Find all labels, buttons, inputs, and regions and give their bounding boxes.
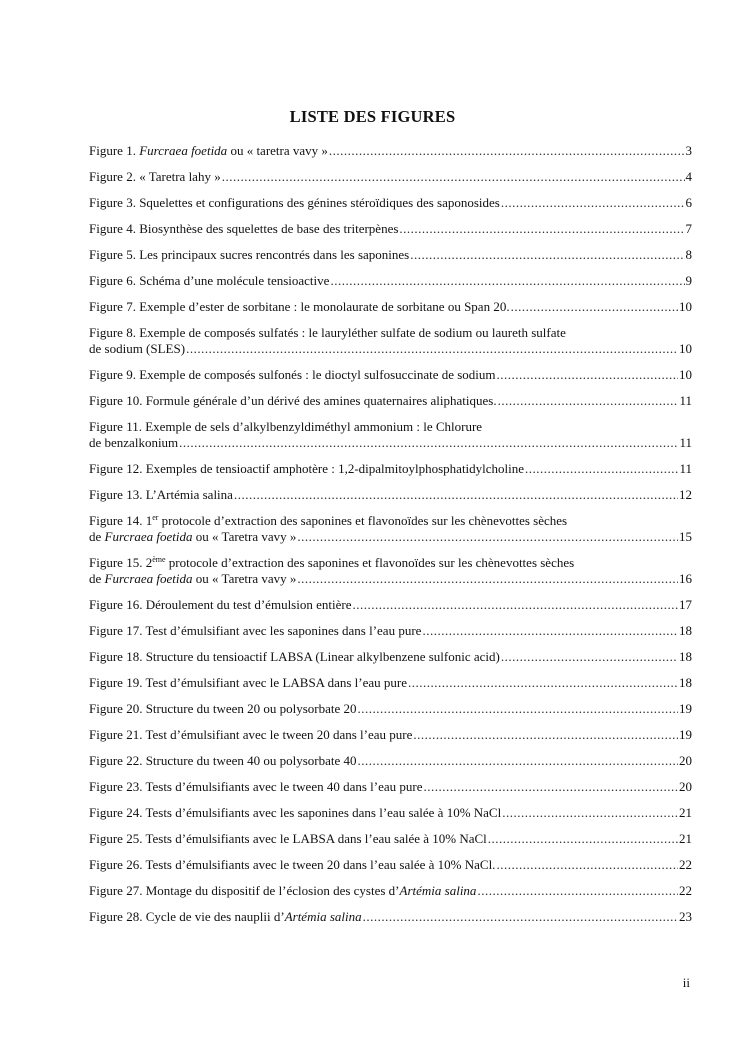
entry-caption xyxy=(89,529,296,545)
figure-entry[interactable] xyxy=(89,779,692,795)
entry-caption xyxy=(89,779,423,795)
entry-caption xyxy=(89,649,500,665)
entry-page-number: 23 xyxy=(679,909,692,924)
figure-entry[interactable] xyxy=(89,513,692,545)
figure-entry[interactable] xyxy=(89,701,692,717)
dot-leader xyxy=(352,597,678,613)
entry-line xyxy=(89,419,692,435)
entry-text: Figure 3. Squelettes et configurations des génines stéroïdiques des saponosides xyxy=(89,195,500,210)
entry-line xyxy=(89,273,692,289)
entry-text: protocole d’extraction des saponines et flavonoïdes sur les chènevottes sèches xyxy=(165,555,575,570)
entry-line xyxy=(89,701,692,717)
figure-entry[interactable] xyxy=(89,195,692,211)
figure-entry[interactable] xyxy=(89,727,692,743)
figure-entry[interactable] xyxy=(89,143,692,159)
entry-line xyxy=(89,247,692,263)
superscript-text: ème xyxy=(152,555,166,564)
figure-entry[interactable] xyxy=(89,883,692,899)
entry-line xyxy=(89,779,692,795)
entry-page-number: 10 xyxy=(679,367,692,382)
entry-text: Figure 1. xyxy=(89,143,140,158)
dot-leader xyxy=(501,649,678,665)
entry-line xyxy=(89,831,692,847)
entry-line xyxy=(89,753,692,769)
entry-text: ou « Taretra vavy » xyxy=(192,529,297,544)
italic-text: Artémia salina xyxy=(284,909,362,924)
entry-page-number: 19 xyxy=(679,701,692,716)
dot-leader xyxy=(413,727,678,743)
entry-text: Figure 5. Les principaux sucres rencontrés dans les saponines xyxy=(89,247,410,262)
entry-page-number: 18 xyxy=(679,675,692,690)
entry-line xyxy=(89,805,692,821)
entry-text: Figure 21. Test d’émulsifiant avec le tween 20 dans l’eau pure xyxy=(89,727,413,742)
dot-leader xyxy=(511,299,678,315)
dot-leader xyxy=(408,675,678,691)
dot-leader xyxy=(497,367,678,383)
dot-leader xyxy=(477,883,678,899)
entry-text: Figure 9. Exemple de composés sulfonés : le dioctyl sulfosuccinate de sodium xyxy=(89,367,496,382)
entry-text: protocole d’extraction des saponines et flavonoïdes sur les chènevottes sèches xyxy=(158,513,568,528)
entry-line xyxy=(89,195,692,211)
entry-text: Figure 27. Montage du dispositif de l’éclosion des cystes d’ xyxy=(89,883,400,898)
entry-caption xyxy=(89,169,221,185)
italic-text: Furcraea foetida xyxy=(104,571,193,586)
entry-text: de xyxy=(89,571,105,586)
entry-line xyxy=(89,571,692,587)
entry-text: Figure 16. Déroulement du test d’émulsion entière xyxy=(89,597,352,612)
dot-leader xyxy=(399,221,684,237)
entry-line xyxy=(89,909,692,925)
entry-line xyxy=(89,513,692,529)
entry-text: Figure 10. Formule générale d’un dérivé des amines quaternaires aliphatiques. xyxy=(89,393,497,408)
entry-caption xyxy=(89,487,233,503)
dot-leader xyxy=(488,831,678,847)
entry-caption xyxy=(89,597,351,613)
entry-page-number: 20 xyxy=(679,779,692,794)
entry-page-number: 3 xyxy=(685,143,692,158)
entry-line xyxy=(89,169,692,185)
figure-entry[interactable] xyxy=(89,487,692,503)
dot-leader xyxy=(358,753,678,769)
figure-entry[interactable] xyxy=(89,675,692,691)
entry-text: Figure 4. Biosynthèse des squelettes de base des triterpènes xyxy=(89,221,399,236)
entry-text: Figure 24. Tests d’émulsifiants avec les saponines dans l’eau salée à 10% NaCl xyxy=(89,805,502,820)
entry-caption xyxy=(89,299,510,315)
entry-page-number: 21 xyxy=(679,831,692,846)
entry-caption xyxy=(89,701,357,717)
entry-text: Figure 18. Structure du tensioactif LABSA (Linear alkylbenzene sulfonic acid) xyxy=(89,649,500,664)
entry-line xyxy=(89,393,692,409)
entry-page-number: 15 xyxy=(679,529,692,544)
entry-text: Figure 26. Tests d’émulsifiants avec le tween 20 dans l’eau salée à 10% NaCl. xyxy=(89,857,496,872)
dot-leader xyxy=(422,623,678,639)
page-title: LISTE DES FIGURES xyxy=(289,107,456,126)
entry-line xyxy=(89,487,692,503)
entry-line xyxy=(89,325,692,341)
entry-page-number: 21 xyxy=(679,805,692,820)
entry-page-number: 19 xyxy=(679,727,692,742)
figure-entry[interactable] xyxy=(89,753,692,769)
entry-line xyxy=(89,143,692,159)
dot-leader xyxy=(179,435,678,451)
entry-line xyxy=(89,435,692,451)
dot-leader xyxy=(496,857,678,873)
entry-line xyxy=(89,597,692,613)
entry-line xyxy=(89,529,692,545)
entry-line xyxy=(89,221,692,237)
dot-leader xyxy=(502,805,678,821)
entry-line xyxy=(89,623,692,639)
entry-page-number: 11 xyxy=(679,393,692,408)
entry-text: Figure 22. Structure du tween 40 ou polysorbate 40 xyxy=(89,753,357,768)
dot-leader xyxy=(363,909,678,925)
entry-page-number: 9 xyxy=(685,273,692,288)
figure-entry[interactable] xyxy=(89,831,692,847)
figure-entry[interactable] xyxy=(89,393,692,409)
figure-entry[interactable] xyxy=(89,857,692,873)
entry-page-number: 6 xyxy=(685,195,692,210)
italic-text: Furcraea foetida xyxy=(139,143,228,158)
figure-list xyxy=(89,143,692,935)
figure-entry[interactable] xyxy=(89,649,692,665)
entry-page-number: 12 xyxy=(679,487,692,502)
entry-caption xyxy=(89,143,328,159)
figure-entry[interactable] xyxy=(89,169,692,185)
figure-entry[interactable] xyxy=(89,247,692,263)
entry-text: Figure 17. Test d’émulsifiant avec les saponines dans l’eau pure xyxy=(89,623,422,638)
entry-caption xyxy=(89,909,362,925)
dot-leader xyxy=(330,273,684,289)
superscript-text: er xyxy=(152,513,159,522)
entry-line xyxy=(89,367,692,383)
figure-entry[interactable] xyxy=(89,419,692,451)
dot-leader xyxy=(186,341,678,357)
entry-caption xyxy=(89,367,496,383)
figure-entry[interactable] xyxy=(89,299,692,315)
entry-caption xyxy=(89,675,407,691)
entry-text: Figure 20. Structure du tween 20 ou polysorbate 20 xyxy=(89,701,357,716)
figure-entry[interactable] xyxy=(89,597,692,613)
figure-entry[interactable] xyxy=(89,367,692,383)
entry-page-number: 22 xyxy=(679,883,692,898)
entry-caption xyxy=(89,221,398,237)
entry-page-number: 8 xyxy=(685,247,692,262)
entry-caption xyxy=(89,341,185,357)
entry-page-number: 11 xyxy=(679,435,692,450)
entry-text: Figure 28. Cycle de vie des nauplii d’ xyxy=(89,909,285,924)
entry-text: Figure 7. Exemple d’ester de sorbitane : le monolaurate de sorbitane ou Span 20. xyxy=(89,299,510,314)
entry-text: Figure 25. Tests d’émulsifiants avec le LABSA dans l’eau salée à 10% NaCl xyxy=(89,831,487,846)
entry-page-number: 20 xyxy=(679,753,692,768)
entry-page-number: 16 xyxy=(679,571,692,586)
entry-caption xyxy=(89,247,409,263)
entry-page-number: 4 xyxy=(685,169,692,184)
entry-line xyxy=(89,555,692,571)
figure-entry[interactable] xyxy=(89,909,692,925)
figure-entry[interactable] xyxy=(89,273,692,289)
entry-text: Figure 6. Schéma d’une molécule tensioactive xyxy=(89,273,330,288)
entry-text: Figure 14. 1 xyxy=(89,513,153,528)
entry-text: ou « taretra vavy » xyxy=(227,143,328,158)
entry-page-number: 18 xyxy=(679,649,692,664)
entry-text: Figure 15. 2 xyxy=(89,555,153,570)
entry-page-number: 10 xyxy=(679,299,692,314)
entry-caption xyxy=(89,393,497,409)
dot-leader xyxy=(410,247,684,263)
dot-leader xyxy=(234,487,678,503)
entry-caption xyxy=(89,461,524,477)
entry-page-number: 17 xyxy=(679,597,692,612)
entry-caption xyxy=(89,623,421,639)
entry-page-number: 7 xyxy=(685,221,692,236)
figure-entry[interactable] xyxy=(89,623,692,639)
dot-leader xyxy=(358,701,678,717)
figure-entry[interactable] xyxy=(89,221,692,237)
entry-text: de sodium (SLES) xyxy=(89,341,186,356)
dot-leader xyxy=(297,529,678,545)
entry-text: ou « Taretra vavy » xyxy=(192,571,297,586)
entry-text: Figure 8. Exemple de composés sulfatés : le lauryléther sulfate de sodium ou laureth sulfate xyxy=(89,325,566,340)
figure-entry[interactable] xyxy=(89,555,692,587)
entry-caption xyxy=(89,753,357,769)
entry-caption xyxy=(89,195,500,211)
entry-page-number: 22 xyxy=(679,857,692,872)
italic-text: Furcraea foetida xyxy=(104,529,193,544)
entry-line xyxy=(89,857,692,873)
entry-line xyxy=(89,727,692,743)
entry-page-number: 18 xyxy=(679,623,692,638)
entry-caption xyxy=(89,857,495,873)
entry-text: Figure 12. Exemples de tensioactif amphotère : 1,2-dipalmitoylphosphatidylcholine xyxy=(89,461,525,476)
entry-line xyxy=(89,675,692,691)
dot-leader xyxy=(498,393,679,409)
entry-line xyxy=(89,341,692,357)
entry-caption xyxy=(89,805,501,821)
dot-leader xyxy=(222,169,685,185)
entry-text: Figure 19. Test d’émulsifiant avec le LABSA dans l’eau pure xyxy=(89,675,407,690)
entry-line xyxy=(89,299,692,315)
dot-leader xyxy=(424,779,678,795)
entry-caption xyxy=(89,727,412,743)
entry-line xyxy=(89,883,692,899)
entry-text: de xyxy=(89,529,105,544)
entry-text: Figure 2. « Taretra lahy » xyxy=(89,169,221,184)
entry-text: Figure 11. Exemple de sels d’alkylbenzyldiméthyl ammonium : le Chlorure xyxy=(89,419,483,434)
italic-text: Artémia salina xyxy=(399,883,477,898)
figure-entry[interactable] xyxy=(89,325,692,357)
dot-leader xyxy=(501,195,685,211)
entry-caption xyxy=(89,571,296,587)
entry-text: de benzalkonium xyxy=(89,435,179,450)
entry-caption xyxy=(89,435,178,451)
entry-caption xyxy=(89,831,487,847)
entry-caption xyxy=(89,273,329,289)
entry-line xyxy=(89,461,692,477)
entry-text: Figure 23. Tests d’émulsifiants avec le tween 40 dans l’eau pure xyxy=(89,779,423,794)
page-number: ii xyxy=(682,975,690,990)
entry-page-number: 11 xyxy=(679,461,692,476)
entry-text: Figure 13. L’Artémia salina xyxy=(89,487,233,502)
entry-page-number: 10 xyxy=(679,341,692,356)
figure-entry[interactable] xyxy=(89,461,692,477)
dot-leader xyxy=(297,571,678,587)
entry-caption xyxy=(89,883,476,899)
dot-leader xyxy=(329,143,685,159)
entry-line xyxy=(89,649,692,665)
dot-leader xyxy=(525,461,678,477)
figure-entry[interactable] xyxy=(89,805,692,821)
